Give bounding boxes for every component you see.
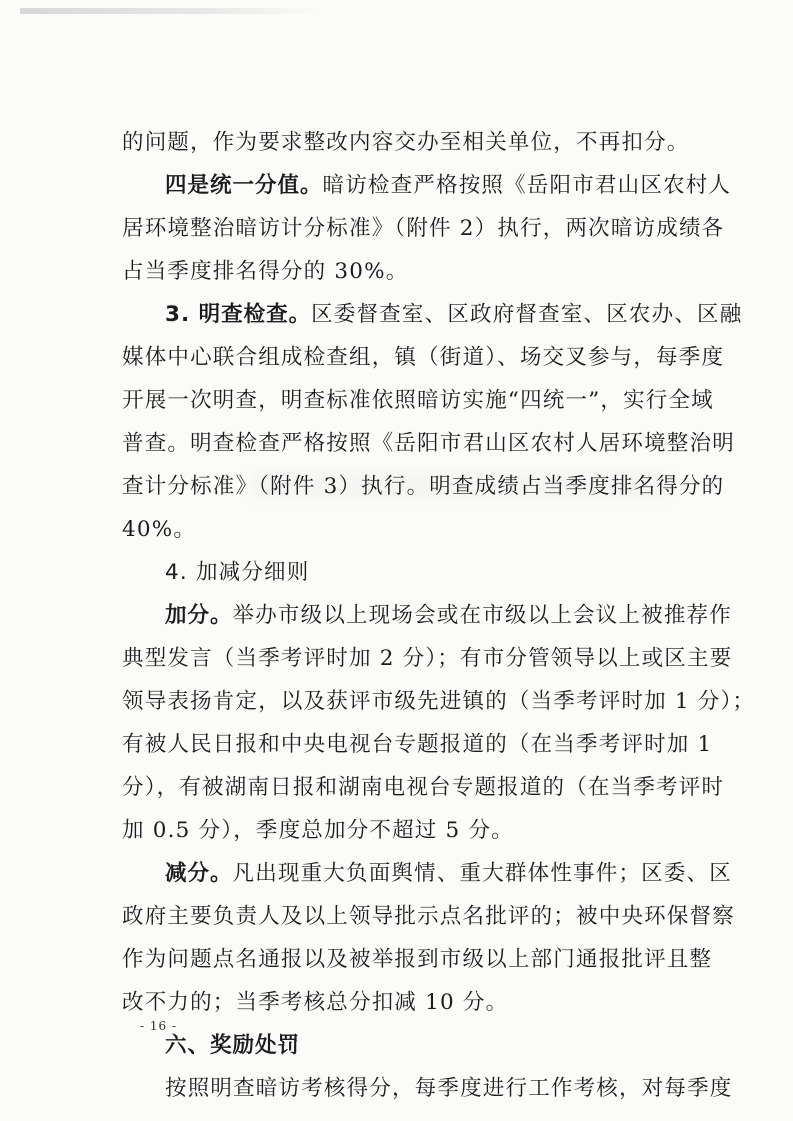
paragraph-line: 分），有被湖南日报和湖南电视台专题报道的（在当季考评时: [122, 775, 725, 800]
paragraph-line: 政府主要负责人及以上领导批示点名批评的；被中央环保督察: [122, 904, 735, 929]
paragraph-line: 普查。明查检查严格按照《岳阳市君山区农村人居环境整治明: [122, 431, 735, 456]
paragraph-line: [165, 302, 743, 329]
paragraph-line: 开展一次明查，明查标准依照暗访实施“四统一”，实行全域: [122, 388, 714, 413]
section-heading: 六、奖励处罚: [165, 1033, 301, 1058]
paragraph-line: 占当季度排名得分的 30%。: [122, 259, 409, 284]
paragraph-line: 改不力的；当季考核总分扣减 10 分。: [122, 990, 509, 1015]
paragraph-line: [165, 603, 732, 630]
paragraph-line: [165, 861, 732, 888]
paragraph-line: 典型发言（当季考评时加 2 分）；有市分管领导以上或区主要: [122, 646, 733, 671]
scan-edge-mark: [20, 8, 320, 14]
paragraph-text: 暗访检查严格按照《岳阳市君山区农村人: [322, 173, 732, 198]
paragraph-lead: 加分。: [165, 603, 233, 628]
paragraph-line: 的问题，作为要求整改内容交办至相关单位，不再扣分。: [122, 130, 690, 155]
paragraph-line: 领导表扬肯定，以及获评市级先进镇的（当季考评时加 1 分）；: [122, 689, 756, 714]
paragraph-text: 凡出现重大负面舆情、重大群体性事件；区委、区: [232, 861, 732, 886]
paragraph-text: 举办市级以上现场会或在市级以上会议上被推荐作: [232, 603, 732, 628]
paragraph-line: 加 0.5 分），季度总加分不超过 5 分。: [122, 818, 514, 843]
paragraph-line: 有被人民日报和中央电视台专题报道的（在当季考评时加 1: [122, 732, 713, 757]
paragraph-line: 按照明查暗访考核得分，每季度进行工作考核，对每季度: [165, 1076, 733, 1101]
paragraph-line: 查计分标准》（附件 3）执行。明查成绩占当季度排名得分的: [122, 474, 725, 499]
paragraph-line: [165, 173, 732, 200]
paragraph-lead: 四是统一分值。: [165, 173, 323, 198]
paragraph-line: 40%。: [122, 517, 197, 542]
paragraph-line: 居环境整治暗访计分标准》（附件 2）执行，两次暗访成绩各: [122, 216, 725, 241]
paragraph-lead: 3. 明查检查。: [165, 302, 312, 327]
page-number: - 16 -: [140, 1019, 178, 1033]
paragraph-line: 作为问题点名通报以及被举报到市级以上部门通报批评且整: [122, 947, 713, 972]
paragraph-line: 媒体中心联合组成检查组，镇（街道）、场交叉参与，每季度: [122, 345, 725, 370]
paragraph-text: 区委督查室、区政府督查室、区农办、区融: [311, 302, 743, 327]
section-heading: 4. 加减分细则: [165, 560, 310, 585]
paragraph-lead: 减分。: [165, 861, 233, 886]
